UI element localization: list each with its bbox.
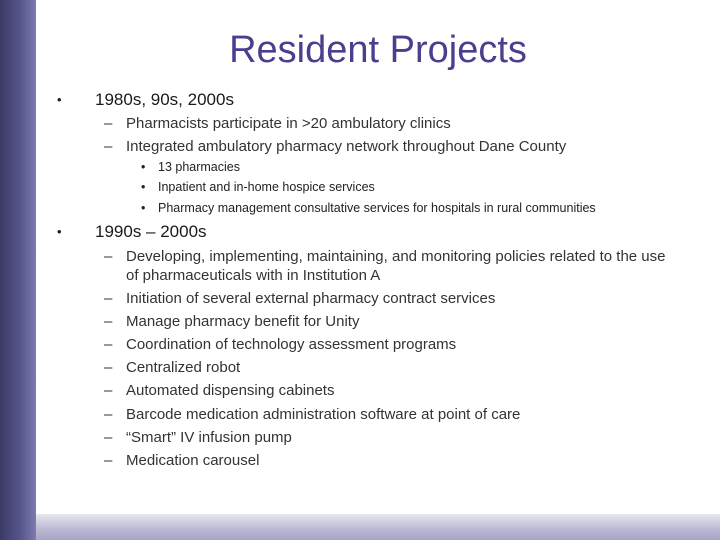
list-item-text: Coordination of technology assessment programs [126,336,457,353]
dash-marker: – [104,359,113,376]
section2-heading: 1990s – 2000s [95,222,207,241]
list-item-text: Developing, implementing, maintaining, and monitoring policies related to the use of pharmaceuticals with in Institution A [126,248,666,284]
list-item-text: Medication carousel [126,452,260,469]
dash-marker: – [104,429,113,446]
dash-marker: – [104,406,113,423]
dash-marker: – [104,382,113,399]
dash-marker: – [104,290,113,307]
dash-marker: – [104,138,113,155]
dash-marker: – [104,248,113,265]
dash-marker: – [104,313,113,330]
bullet-marker: • [141,201,146,215]
bullet-marker: • [141,160,146,174]
list-item-text: Centralized robot [126,359,241,376]
sub-list-item-text: 13 pharmacies [158,160,240,174]
left-accent-bar [0,0,36,540]
list-item-text: Integrated ambulatory pharmacy network throughout Dane County [126,138,567,155]
list-item-text: Manage pharmacy benefit for Unity [126,313,360,330]
sub-list-item-text: Inpatient and in-home hospice services [158,180,375,194]
sub-list-item-text: Pharmacy management consultative services for hospitals in rural communities [158,201,596,215]
slide-title: Resident Projects [229,29,527,71]
dash-marker: – [104,336,113,353]
section1-heading: 1980s, 90s, 2000s [95,90,234,109]
bullet-marker: • [141,180,146,194]
list-item-text: Automated dispensing cabinets [126,382,335,399]
list-item-text: “Smart” IV infusion pump [126,429,292,446]
dash-marker: – [104,115,113,132]
bullet-marker: • [57,224,62,239]
list-item-text: Initiation of several external pharmacy contract services [126,290,496,307]
dash-marker: – [104,452,113,469]
list-item-text: Barcode medication administration software at point of care [126,406,521,423]
bottom-accent-bar [36,514,720,540]
bullet-marker: • [57,92,62,107]
list-item-text: Pharmacists participate in >20 ambulatory clinics [126,115,451,132]
